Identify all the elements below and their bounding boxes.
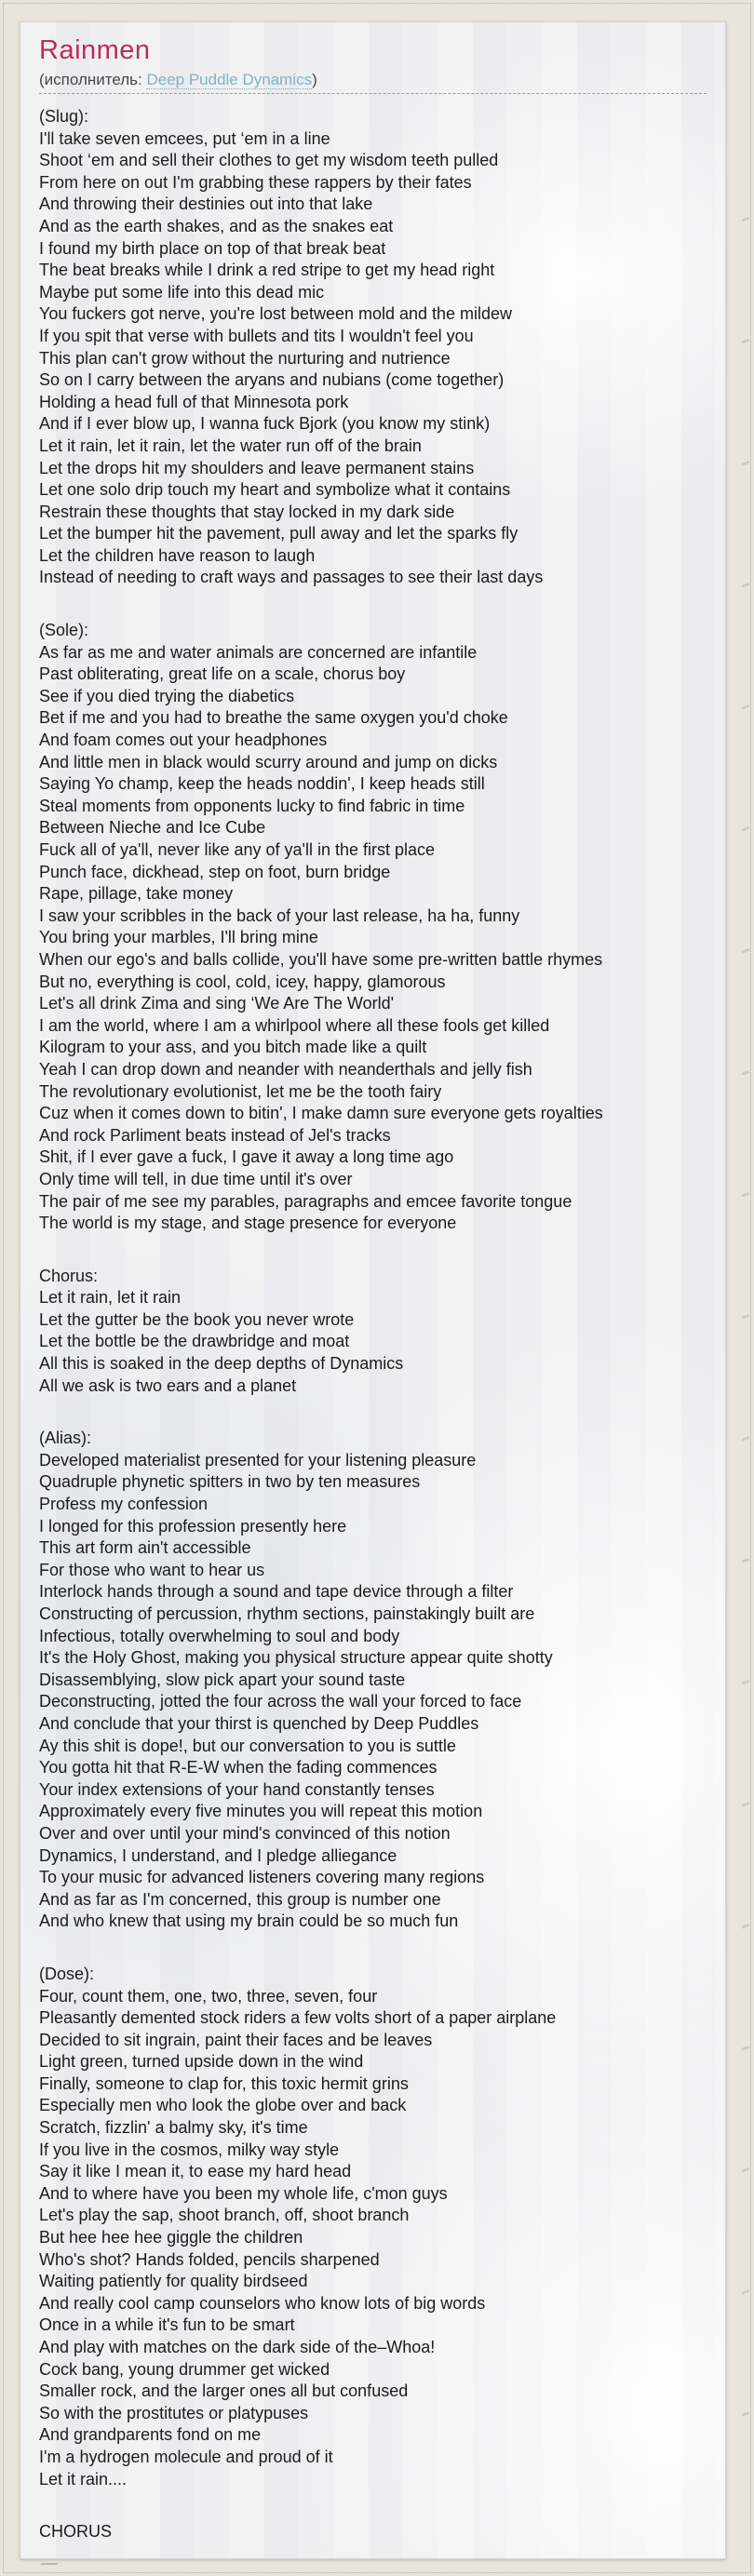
lyric-line: And grandparents fond on me bbox=[39, 2425, 262, 2445]
lyric-line: All this is soaked in the deep depths of Dynamics bbox=[39, 1354, 404, 1374]
lyric-line: Deconstructing, jotted the four across the wall your forced to face bbox=[39, 1692, 522, 1711]
lyric-line: I am the world, where I am a whirlpool where all these fools get killed bbox=[39, 1015, 550, 1035]
lyric-line: If you spit that verse with bullets and tits I wouldn't feel you bbox=[39, 326, 474, 345]
lyric-line: Smaller rock, and the larger ones all but confused bbox=[39, 2381, 409, 2401]
lyric-line: (Slug): bbox=[39, 107, 89, 126]
lyric-line: (Dose): bbox=[39, 1964, 95, 1983]
lyric-line: Let's play the sap, shoot branch, off, shoot branch bbox=[39, 2206, 410, 2225]
lyric-line: (Alias): bbox=[39, 1429, 92, 1448]
artist-suffix: ) bbox=[312, 71, 317, 88]
corner-fold-decoration bbox=[40, 2556, 66, 2565]
lyric-line: Who's shot? Hands folded, pencils sharpened bbox=[39, 2249, 380, 2269]
lyric-line: Once in a while it's fun to be smart bbox=[39, 2315, 295, 2335]
lyric-line: Only time will tell, in due time until it's over bbox=[39, 1169, 353, 1188]
lyric-line: But hee hee hee giggle the children bbox=[39, 2228, 303, 2247]
lyric-line: Developed materialist presented for your listening pleasure bbox=[39, 1450, 477, 1469]
lyric-line: And really cool camp counselors who know lots of big words bbox=[39, 2293, 486, 2313]
lyric-line: And rock Parliment beats instead of Jel's tracks bbox=[39, 1125, 391, 1145]
lyric-line: Decided to sit ingrain, paint their faces and be leaves bbox=[39, 2030, 433, 2049]
lyric-line: Constructing of percussion, rhythm sections, painstakingly built are bbox=[39, 1604, 535, 1623]
lyric-line: I saw your scribbles in the back of your last release, ha ha, funny bbox=[39, 906, 520, 925]
lyric-line: Cock bang, young drummer get wicked bbox=[39, 2359, 330, 2379]
verse bbox=[39, 2521, 707, 2543]
lyric-line: Finally, someone to clap for, this toxic hermit grins bbox=[39, 2073, 409, 2093]
lyric-line: I longed for this profession presently here bbox=[39, 1516, 347, 1536]
lyric-line: And if I ever blow up, I wanna fuck Bjork (you know my stink) bbox=[39, 414, 491, 434]
lyric-line: Approximately every five minutes you will repeat this motion bbox=[39, 1802, 483, 1821]
lyric-line: Disassemblying, slow pick apart your sound taste bbox=[39, 1670, 406, 1689]
lyric-line: Dynamics, I understand, and I pledge alliegance bbox=[39, 1845, 397, 1865]
page-title: Rainmen bbox=[39, 35, 151, 65]
lyric-line: Profess my confession bbox=[39, 1495, 209, 1514]
lyric-line: Say it like I mean it, to ease my hard head bbox=[39, 2162, 352, 2181]
lyric-line: You gotta hit that R-E-W when the fading commences bbox=[39, 1758, 438, 1778]
lyric-line: Scratch, fizzlin' a balmy sky, it's time bbox=[39, 2118, 308, 2138]
lyric-line: Let the bumper hit the pavement, pull away and let the sparks fly bbox=[39, 524, 518, 543]
lyric-line: Let the children have reason to laugh bbox=[39, 545, 316, 565]
lyric-line: (Sole): bbox=[39, 621, 89, 640]
lyric-line: Shit, if I ever gave a fuck, I gave it away a long time ago bbox=[39, 1147, 454, 1167]
artist-link[interactable]: Deep Puddle Dynamics bbox=[146, 71, 313, 88]
lyric-line: You bring your marbles, I'll bring mine bbox=[39, 928, 318, 947]
lyric-line: It's the Holy Ghost, making you physical structure appear quite shotty bbox=[39, 1648, 553, 1668]
lyric-line: And as far as I'm concerned, this group is number one bbox=[39, 1889, 441, 1909]
lyric-line: Chorus: bbox=[39, 1266, 99, 1285]
lyric-line: Light green, turned upside down in the wind bbox=[39, 2052, 364, 2072]
lyric-line: Shoot ‘em and sell their clothes to get my wisdom teeth pulled bbox=[39, 151, 499, 170]
lyric-line: CHORUS bbox=[39, 2522, 113, 2542]
lyric-line: Restrain these thoughts that stay locked in my dark side bbox=[39, 502, 455, 521]
lyric-line: And play with matches on the dark side of the–Whoa! bbox=[39, 2338, 436, 2356]
lyric-line: Quadruple phynetic spitters in two by ten measures bbox=[39, 1472, 421, 1492]
lyric-line: But no, everything is cool, cold, icey, happy, glamorous bbox=[39, 972, 446, 991]
lyric-line: So with the prostitutes or platypuses bbox=[39, 2403, 309, 2422]
lyric-line: The world is my stage, and stage presence for everyone bbox=[39, 1214, 457, 1233]
edge-marks-decoration bbox=[742, 101, 749, 2523]
lyrics-card bbox=[20, 21, 726, 2559]
lyric-line: And throwing their destinies out into that lake bbox=[39, 195, 373, 214]
lyric-line: Punch face, dickhead, step on foot, burn bridge bbox=[39, 862, 391, 881]
lyric-line: Instead of needing to craft ways and passages to see their last days bbox=[39, 568, 544, 587]
lyric-line: Let's all drink Zima and sing ‘We Are The World' bbox=[39, 994, 395, 1013]
lyric-line: Let it rain, let it rain, let the water run off of the brain bbox=[39, 436, 422, 455]
lyric-line: Especially men who look the globe over and back bbox=[39, 2096, 407, 2115]
lyric-line: Your index extensions of your hand constantly tenses bbox=[39, 1779, 435, 1799]
lyric-line: For those who want to hear us bbox=[39, 1560, 265, 1579]
lyric-line: I'll take seven emcees, put ‘em in a line bbox=[39, 128, 330, 148]
lyric-line: I'm a hydrogen molecule and proud of it bbox=[39, 2447, 333, 2466]
lyric-line: As far as me and water animals are concerned are infantile bbox=[39, 642, 478, 662]
lyric-line: Fuck all of ya'll, never like any of ya'll in the first place bbox=[39, 840, 436, 859]
lyric-line: Cuz when it comes down to bitin', I make damn sure everyone gets royalties bbox=[39, 1104, 603, 1123]
lyric-line: The revolutionary evolutionist, let me be the tooth fairy bbox=[39, 1081, 442, 1101]
lyric-line: Over and over until your mind's convinced of this notion bbox=[39, 1823, 451, 1843]
lyric-line: You fuckers got nerve, you're lost between mold and the mildew bbox=[39, 304, 513, 324]
lyric-line: If you live in the cosmos, milky way style bbox=[39, 2140, 340, 2159]
lyric-line: See if you died trying the diabetics bbox=[39, 686, 295, 705]
lyrics bbox=[39, 106, 707, 2543]
lyric-line: Let it rain, let it rain bbox=[39, 1288, 182, 1308]
lyric-line: Let the bottle be the drawbridge and moat bbox=[39, 1332, 350, 1351]
lyric-line: Let the gutter be the book you never wrote bbox=[39, 1309, 355, 1329]
lyric-line: Yeah I can drop down and neander with neanderthals and jelly fish bbox=[39, 1059, 532, 1079]
lyric-line: Let it rain.... bbox=[39, 2469, 128, 2489]
lyric-line: The pair of me see my parables, paragraphs and emcee favorite tongue bbox=[39, 1191, 572, 1211]
lyric-line: Waiting patiently for quality birdseed bbox=[39, 2272, 308, 2291]
lyric-line: Kilogram to your ass, and you bitch made like a quilt bbox=[39, 1038, 427, 1057]
lyric-line: Rape, pillage, take money bbox=[39, 884, 234, 904]
artist-prefix: (исполнитель: bbox=[39, 71, 147, 88]
lyric-line: Past obliterating, great life on a scale, chorus boy bbox=[39, 664, 406, 684]
lyric-line: And who knew that using my brain could be so much fun bbox=[39, 1912, 459, 1931]
lyric-line: When our ego's and balls collide, you'll have some pre-written battle rhymes bbox=[39, 949, 603, 969]
lyric-line: Maybe put some life into this dead mic bbox=[39, 282, 325, 302]
verse bbox=[39, 1964, 707, 2490]
lyric-line: And foam comes out your headphones bbox=[39, 731, 328, 750]
artist-line bbox=[39, 69, 707, 94]
verse bbox=[39, 1266, 707, 1398]
lyric-line: To your music for advanced listeners covering many regions bbox=[39, 1868, 485, 1887]
lyric-line: Ay this shit is dope!, but our conversation to you is suttle bbox=[39, 1736, 456, 1755]
lyric-line: And to where have you been my whole life, c'mon guys bbox=[39, 2183, 448, 2203]
lyric-line: And conclude that your thirst is quenched by Deep Puddles bbox=[39, 1713, 479, 1733]
lyric-line: Let the drops hit my shoulders and leave permanent stains bbox=[39, 458, 475, 477]
lyric-line: Let one solo drip touch my heart and symbolize what it contains bbox=[39, 480, 511, 500]
lyric-line: Between Nieche and Ice Cube bbox=[39, 818, 266, 838]
lyric-line: Pleasantly demented stock riders a few volts short of a paper airplane bbox=[39, 2008, 557, 2028]
lyric-line: This plan can't grow without the nurturing and nutrience bbox=[39, 348, 451, 368]
verse bbox=[39, 106, 707, 589]
verse bbox=[39, 1428, 707, 1933]
lyric-line: Four, count them, one, two, three, seven, four bbox=[39, 1986, 378, 2006]
lyric-line: From here on out I'm grabbing these rappers by their fates bbox=[39, 172, 472, 192]
lyric-line: I found my birth place on top of that break beat bbox=[39, 238, 386, 258]
lyric-line: The beat breaks while I drink a red stripe to get my head right bbox=[39, 261, 495, 280]
lyric-line: Interlock hands through a sound and tape device through a filter bbox=[39, 1582, 514, 1602]
lyric-line: And as the earth shakes, and as the snakes eat bbox=[39, 216, 394, 235]
lyric-line: And little men in black would scurry around and jump on dicks bbox=[39, 752, 498, 771]
lyric-line: Bet if me and you had to breathe the same oxygen you'd choke bbox=[39, 708, 508, 728]
lyric-line: Saying Yo champ, keep the heads noddin', I keep heads still bbox=[39, 774, 485, 794]
lyric-line: Holding a head full of that Minnesota pork bbox=[39, 392, 349, 411]
lyric-line: This art form ain't accessible bbox=[39, 1538, 251, 1558]
lyric-line: All we ask is two ears and a planet bbox=[39, 1375, 297, 1395]
lyric-line: Infectious, totally overwhelming to soul and body bbox=[39, 1626, 400, 1645]
verse bbox=[39, 620, 707, 1235]
lyric-line: Steal moments from opponents lucky to find fabric in time bbox=[39, 796, 465, 815]
lyric-line: So on I carry between the aryans and nubians (come together) bbox=[39, 370, 505, 390]
